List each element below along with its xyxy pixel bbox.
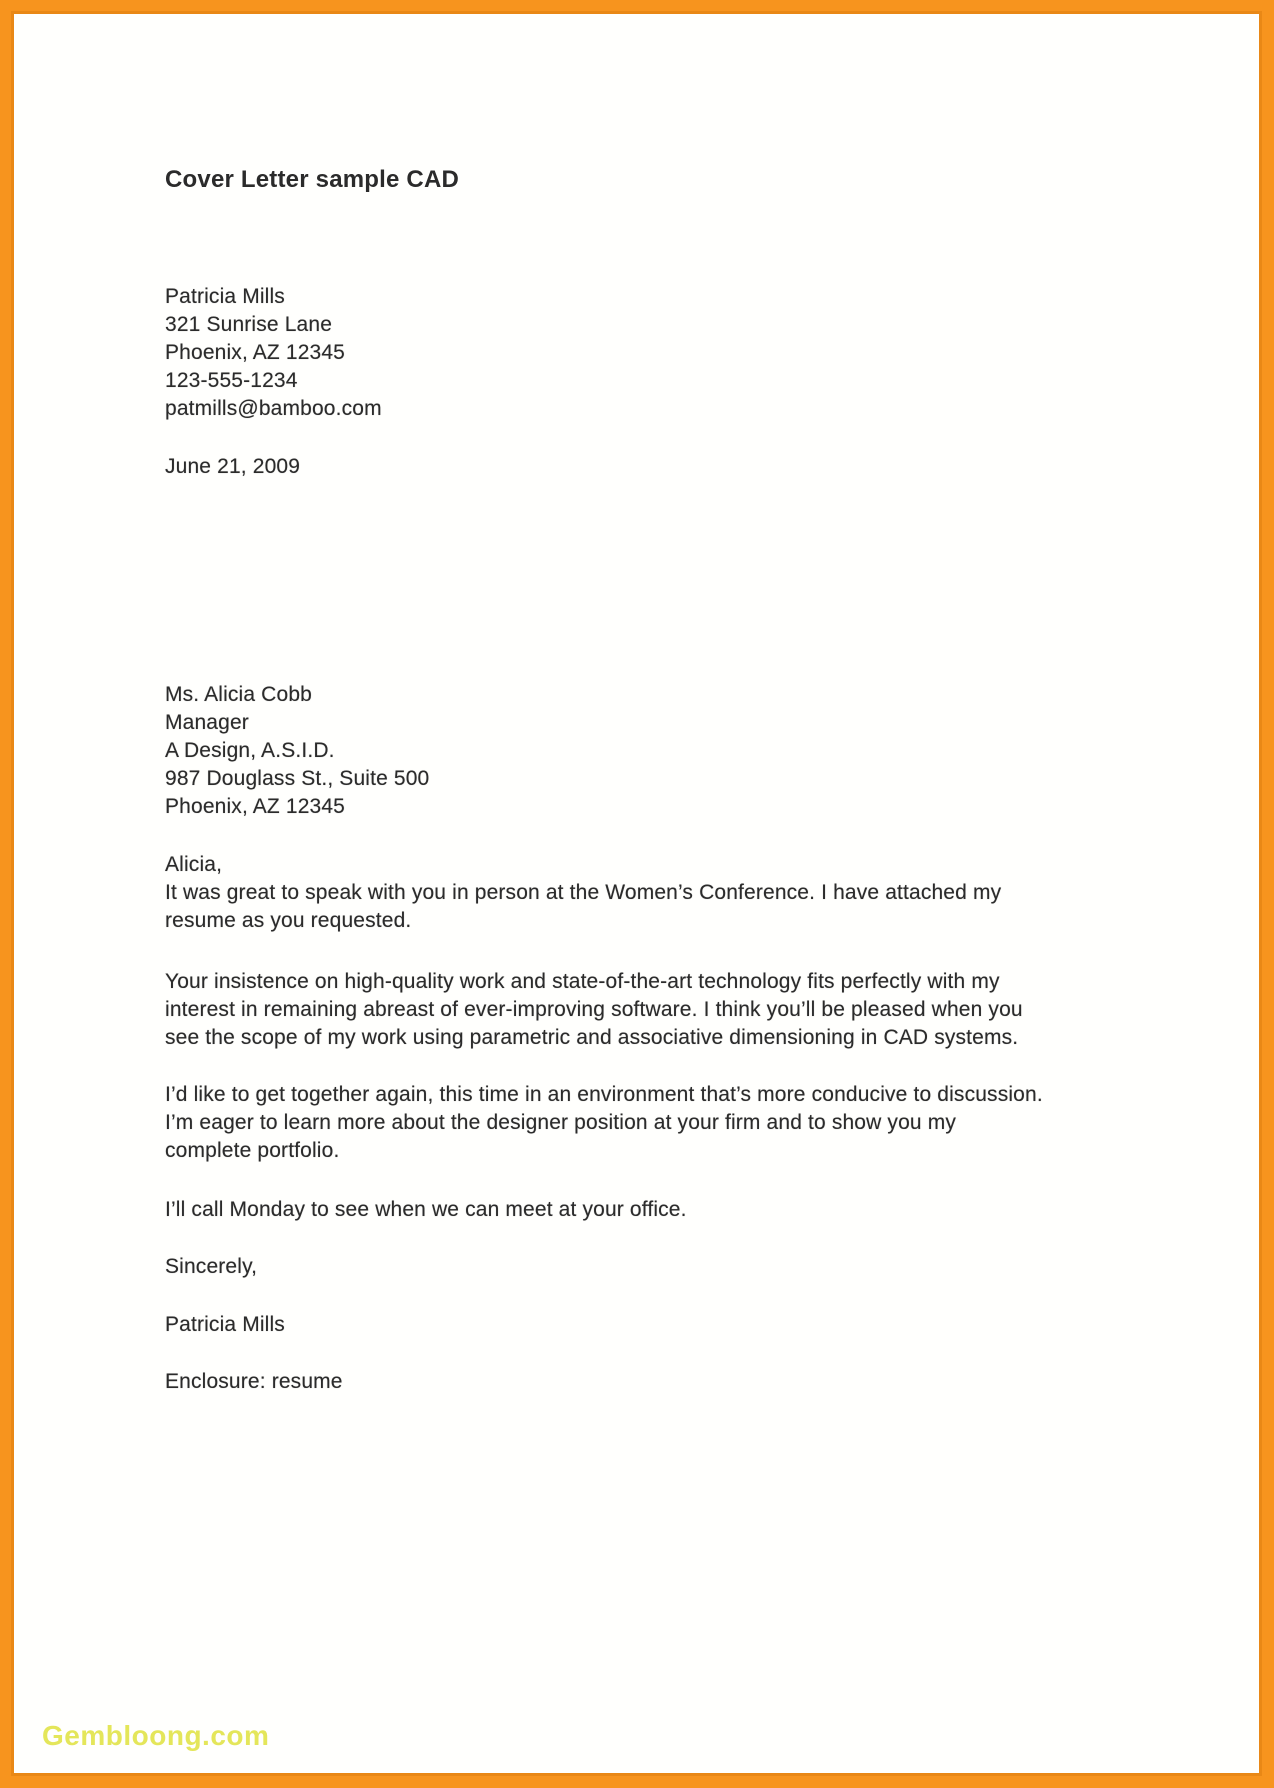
letter-date: June 21, 2009 [165,455,301,478]
paragraph-line: see the scope of my work using parametric and associative dimensioning in CAD systems. [165,1026,1019,1049]
paragraph-line: complete portfolio. [165,1139,340,1162]
sender-address-block [165,283,382,423]
paragraph-meeting-request [165,1081,1043,1165]
letter-page [14,14,1259,1773]
recipient-address-block [165,681,429,821]
paragraph-line: I’ll call Monday to see when we can meet at your office. [165,1198,687,1221]
paragraph-line: Your insistence on high-quality work and state-of-the-art technology fits perfectly with my [165,970,1000,993]
signature-name: Patricia Mills [165,1313,285,1336]
sender-phone: 123-555-1234 [165,369,298,392]
date-block [165,453,300,481]
recipient-name: Ms. Alicia Cobb [165,683,312,706]
document-title: Cover Letter sample CAD [165,166,460,193]
paragraph-opening [165,851,1001,935]
enclosure-note: Enclosure: resume [165,1370,343,1393]
recipient-city: Phoenix, AZ 12345 [165,795,346,818]
recipient-company: A Design, A.S.I.D. [165,739,335,762]
closing-text: Sincerely, [165,1255,258,1278]
recipient-street: 987 Douglass St., Suite 500 [165,767,430,790]
paragraph-follow-up [165,1196,687,1224]
signature-block [165,1311,285,1339]
paragraph-line: I’d like to get together again, this time in an environment that’s more conducive to discussion. [165,1083,1043,1106]
closing-block [165,1253,257,1281]
enclosure-block [165,1368,343,1396]
recipient-title: Manager [165,711,249,734]
sender-name: Patricia Mills [165,285,285,308]
site-watermark: Gembloong.com [42,1720,270,1751]
paragraph-line: It was great to speak with you in person at the Women’s Conference. I have attached my [165,881,1002,904]
paragraph-qualifications [165,968,1023,1052]
paragraph-line: interest in remaining abreast of ever-improving software. I think you’ll be pleased when you [165,998,1023,1021]
paragraph-line: I’m eager to learn more about the designer position at your firm and to show you my [165,1111,957,1134]
sender-street: 321 Sunrise Lane [165,313,333,336]
sender-city: Phoenix, AZ 12345 [165,341,346,364]
salutation: Alicia, [165,853,223,876]
sender-email: patmills@bamboo.com [165,397,382,420]
paragraph-line: resume as you requested. [165,909,412,932]
